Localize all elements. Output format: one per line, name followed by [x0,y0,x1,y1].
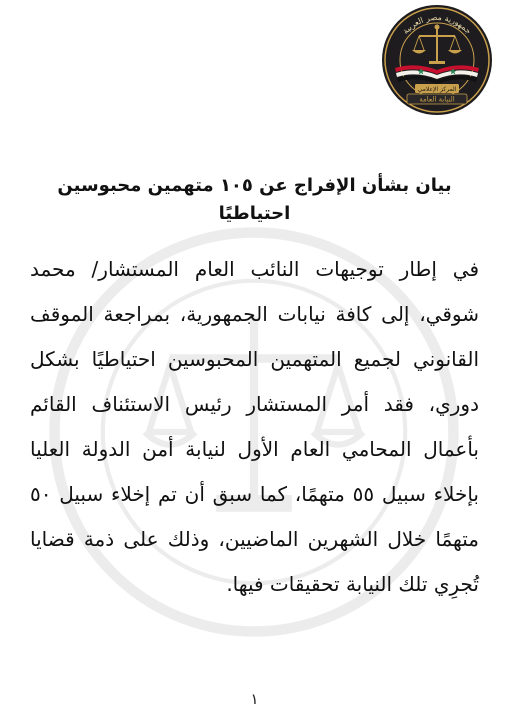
logo-bottom-text: النيابة العامة [419,95,455,104]
statement-body: في إطار توجيهات النائب العام المستشار/ محمد شوقي، إلى كافة نيابات الجمهورية، بمراجعة الموقف القانوني لجميع المتهمين المحبوسين احتياطيًا بشكل دوري، فقد أمر المستشار رئيس الاستئناف القائم بأعمال المحامي العام الأول لنيابة أمن الدولة العليا بإخلاء سبيل ٥٥ متهمًا، كما سبق أن تم إخلاء سبيل ٥٠ متهمًا خلال الشهرين الماضيين، وذلك على ذمة قضايا تُجرِي تلك النيابة تحقيقات فيها. [30,257,479,596]
logo-top-text: جمهورية مصر العربية [400,12,474,36]
page-number: ١ [250,690,259,708]
public-prosecution-emblem-icon [381,4,493,116]
public-prosecution-logo [381,4,493,116]
statement-title: بيان بشأن الإفراج عن ١٠٥ متهمين محبوسين احتياطيًا [57,175,452,224]
logo-middle-text: المركز الإعلامي [417,86,457,93]
